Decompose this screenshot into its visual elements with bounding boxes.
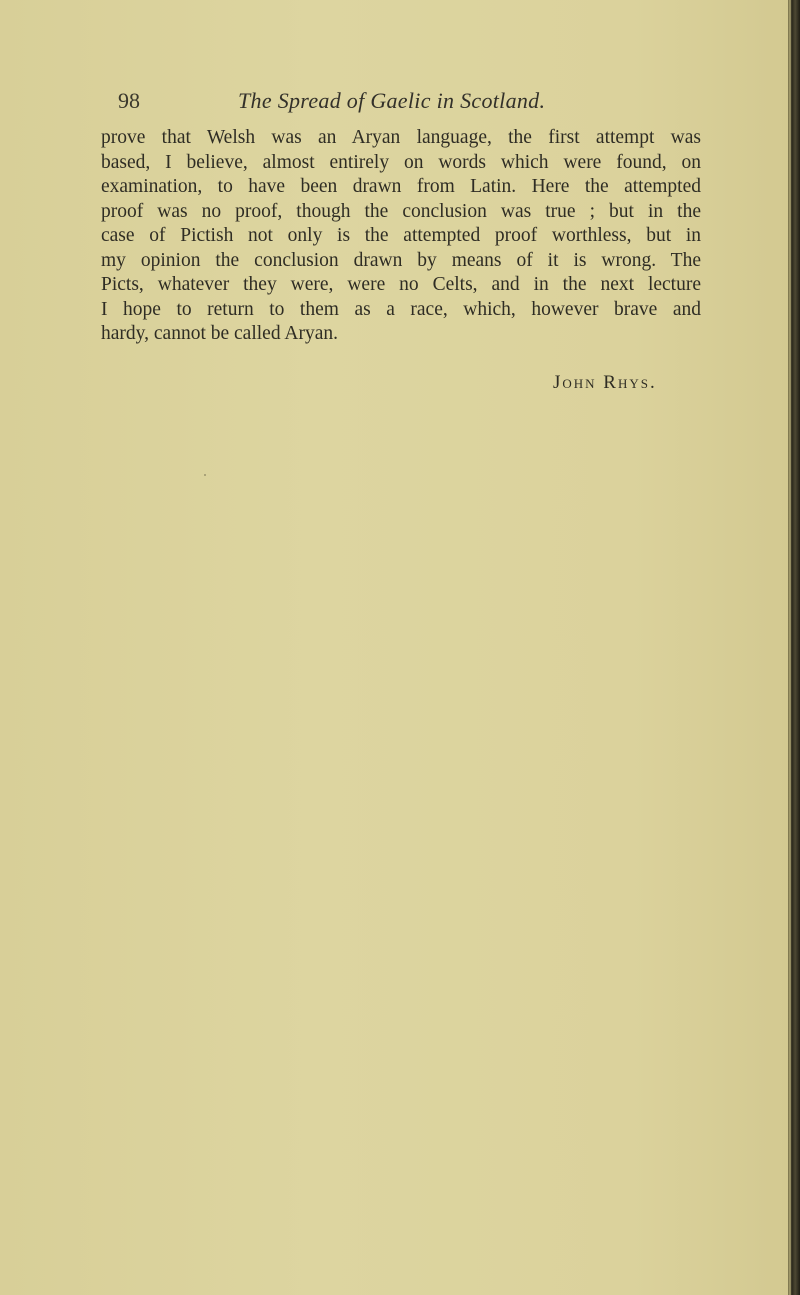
text-line: my opinion the conclusion drawn by means of it is wrong. The <box>101 249 701 271</box>
spine-highlight <box>789 0 791 1295</box>
body-paragraph <box>101 126 701 347</box>
text-line: Picts, whatever they were, were no Celts, and in the next lecture <box>101 274 701 295</box>
text-line: examination, to have been drawn from Latin. Here the attempted <box>101 176 701 197</box>
text-line: prove that Welsh was an Aryan language, the first attempt was <box>101 127 701 148</box>
author-signature: John Rhys. <box>553 372 657 393</box>
running-title: The Spread of Gaelic in Scotland. <box>238 88 546 113</box>
running-head <box>118 88 678 118</box>
paper-speck <box>204 474 206 476</box>
text-line: case of Pictish not only is the attempted proof worthless, but in <box>101 225 701 246</box>
text-line: hardy, cannot be called Aryan. <box>101 323 338 344</box>
text-line: I hope to return to them as a race, which, however brave and <box>101 298 701 320</box>
text-line: proof was no proof, though the conclusion was true ; but in the <box>101 200 701 222</box>
text-line: based, I believe, almost entirely on words which were found, on <box>101 151 701 173</box>
page-number: 98 <box>118 88 140 113</box>
